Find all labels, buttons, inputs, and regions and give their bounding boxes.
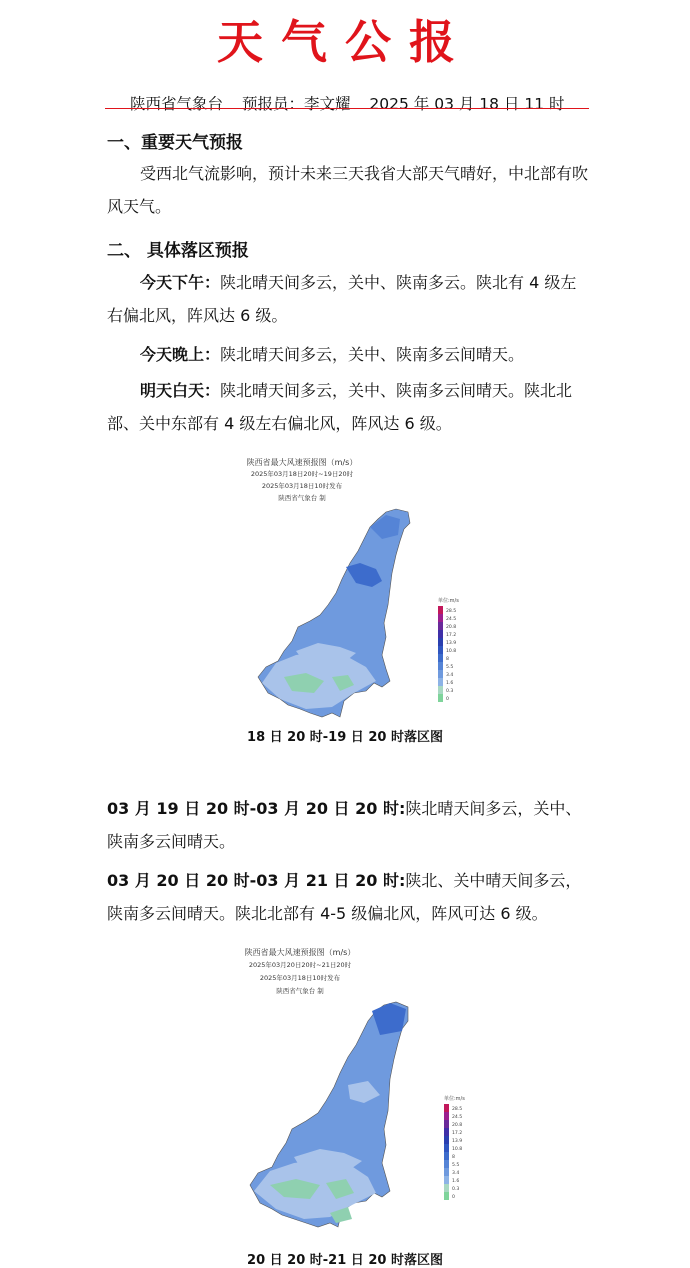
forecast-label: 03 月 19 日 20 时-03 月 20 日 20 时: — [107, 799, 406, 818]
legend-swatch — [444, 1120, 449, 1128]
legend-swatch — [444, 1152, 449, 1160]
legend-swatch — [444, 1144, 449, 1152]
legend-label: 24.5 — [446, 617, 457, 622]
legend-swatch — [444, 1128, 449, 1136]
section1-paragraph: 受西北气流影响，预计未来三天我省大部天气晴好，中北部有吹风天气。 — [107, 164, 589, 216]
legend-label: 20.8 — [446, 625, 457, 630]
map-period: 2025年03月20日20时~21日20时 — [248, 961, 352, 969]
forecast-label: 03 月 20 日 20 时-03 月 21 日 20 时: — [107, 871, 406, 890]
map-maker: 陕西省气象台 制 — [278, 494, 326, 502]
legend-label: 3.4 — [446, 673, 454, 678]
legend-label: 28.5 — [452, 1107, 463, 1112]
shaanxi-province-shape — [250, 1002, 408, 1227]
legend-swatch — [444, 1176, 449, 1184]
legend-swatch — [444, 1136, 449, 1144]
legend-label: 8 — [452, 1155, 455, 1160]
legend-swatch — [438, 646, 443, 654]
section1-heading: 一、重要天气预报 — [107, 133, 243, 153]
legend-label: 0.3 — [446, 689, 454, 694]
forecast-text: 陕北晴天间多云，关中、陕南多云间晴天。 — [220, 345, 525, 364]
legend-label: 17.2 — [452, 1131, 463, 1136]
legend-swatch — [438, 614, 443, 622]
forecast-day3 — [107, 864, 589, 930]
map-1-caption: 18 日 20 时-19 日 20 时落区图 — [247, 730, 443, 745]
legend-label: 5.5 — [452, 1163, 460, 1168]
bulletin-title: 天气公报 — [217, 15, 473, 69]
legend-label: 13.9 — [452, 1139, 463, 1144]
legend-label: 28.5 — [446, 609, 457, 614]
map-title: 陕西省最大风速预报图（m/s） — [246, 458, 358, 467]
forecast-label: 明天白天： — [140, 381, 221, 400]
legend-swatch — [444, 1192, 449, 1200]
wind-map-1 — [236, 455, 466, 725]
legend-label: 20.8 — [452, 1123, 463, 1128]
legend-swatch — [438, 662, 443, 670]
map-legend — [438, 597, 459, 702]
wind-map-2 — [230, 945, 470, 1235]
legend-swatch — [444, 1104, 449, 1112]
forecast-this-afternoon — [107, 266, 589, 332]
forecast-text: 陕北晴天间多云，关中、陕南多云间晴天。陕北北部、关中东部有 4 级左右偏北风，阵风达 6 级。 — [107, 381, 573, 433]
forecast-tomorrow-day — [107, 374, 589, 440]
map-issued: 2025年03月18日10时发布 — [259, 974, 341, 982]
forecast-text: 陕北晴天间多云，关中、陕南多云。陕北有 4 级左右偏北风，阵风达 6 级。 — [107, 273, 577, 325]
legend-label: 24.5 — [452, 1115, 463, 1120]
header-divider — [105, 108, 589, 109]
legend-swatch — [438, 670, 443, 678]
legend-label: 0.3 — [452, 1187, 460, 1192]
section2-heading: 二、 具体落区预报 — [107, 241, 249, 261]
forecast-label: 今天下午： — [140, 273, 221, 292]
legend-swatch — [444, 1168, 449, 1176]
legend-label: 0 — [452, 1195, 455, 1200]
legend-label: 5.5 — [446, 665, 454, 670]
map-2-caption: 20 日 20 时-21 日 20 时落区图 — [247, 1253, 443, 1268]
map-maker: 陕西省气象台 制 — [276, 987, 324, 995]
legend-label: 17.2 — [446, 633, 457, 638]
map-issued: 2025年03月18日10时发布 — [261, 482, 343, 490]
forecast-tonight — [107, 338, 589, 371]
legend-label: 10.8 — [452, 1147, 463, 1152]
legend-label: 0 — [446, 697, 449, 702]
legend-swatch — [438, 686, 443, 694]
legend-swatch — [438, 630, 443, 638]
legend-swatch — [438, 694, 443, 702]
legend-unit: 单位:m/s — [438, 598, 459, 604]
legend-label: 3.4 — [452, 1171, 460, 1176]
bulletin-info — [130, 92, 579, 114]
legend-swatch — [438, 654, 443, 662]
forecaster-name: 预报员：李文耀 — [241, 95, 351, 113]
issue-datetime: 2025 年 03 月 18 日 11 时 — [369, 95, 565, 113]
map-title: 陕西省最大风速预报图（m/s） — [244, 948, 356, 957]
forecast-text: 陕北晴天间多云，关中、陕南多云间晴天。 — [107, 799, 582, 851]
map-legend — [444, 1095, 465, 1200]
legend-swatch — [444, 1184, 449, 1192]
legend-swatch — [444, 1112, 449, 1120]
shaanxi-province-shape — [258, 509, 410, 717]
legend-label: 1.6 — [446, 681, 454, 686]
legend-swatch — [438, 622, 443, 630]
legend-label: 10.8 — [446, 649, 457, 654]
map-period: 2025年03月18日20时~19日20时 — [250, 470, 354, 478]
issuing-org: 陕西省气象台 — [130, 95, 224, 113]
legend-label: 8 — [446, 657, 449, 662]
forecast-text: 陕北、关中晴天间多云，陕南多云间晴天。陕北北部有 4-5 级偏北风，阵风可达 6 级。 — [107, 871, 582, 923]
legend-label: 13.9 — [446, 641, 457, 646]
legend-swatch — [438, 638, 443, 646]
forecast-label: 今天晚上： — [140, 345, 221, 364]
legend-swatch — [444, 1160, 449, 1168]
legend-label: 1.6 — [452, 1179, 460, 1184]
legend-swatch — [438, 606, 443, 614]
forecast-day2 — [107, 792, 589, 858]
legend-unit: 单位:m/s — [444, 1096, 465, 1102]
legend-swatch — [438, 678, 443, 686]
